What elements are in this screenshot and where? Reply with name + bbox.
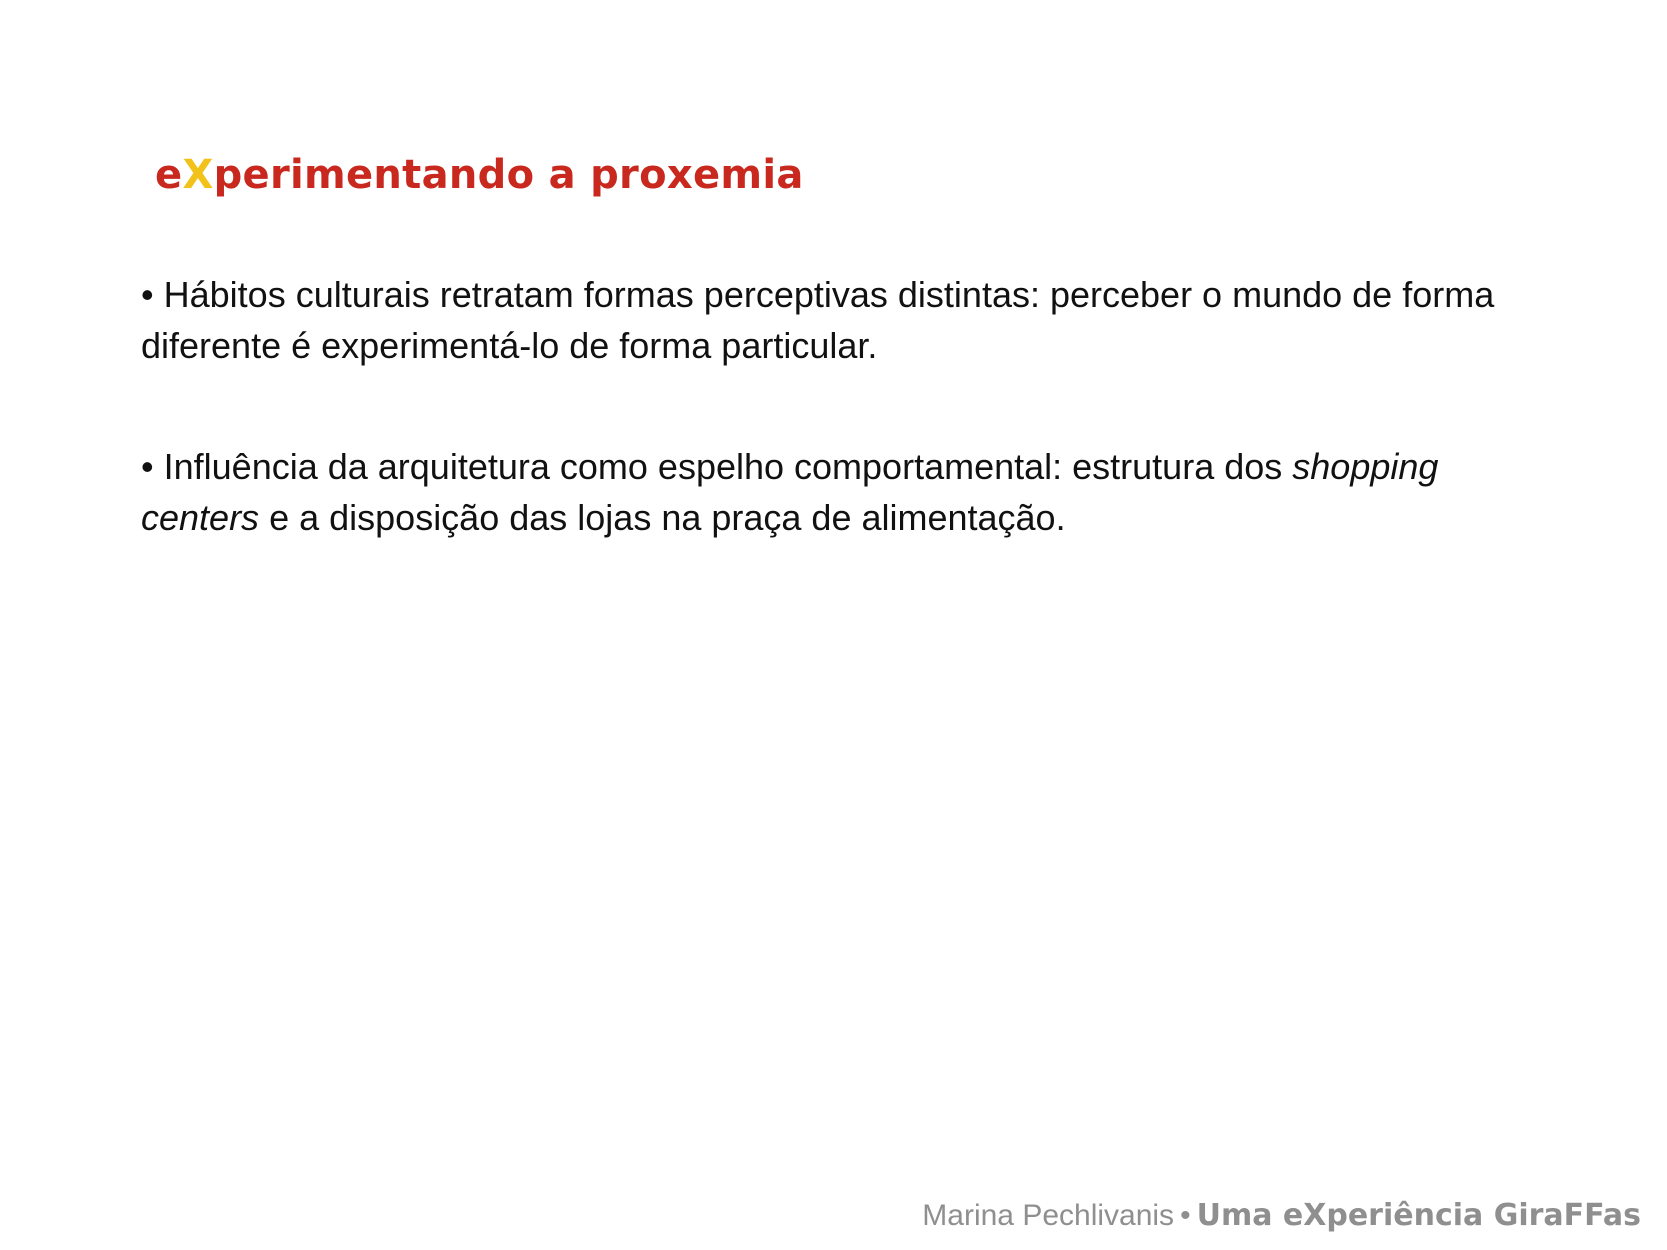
bullet-italic-term: shopping centers: [141, 446, 1439, 538]
title-part-2: perimentando a proxemia: [213, 152, 804, 198]
bullet-text: Hábitos culturais retratam formas perceptivas distintas: perceber o mundo de forma diferente é experimentá-lo de forma particular.: [141, 274, 1495, 366]
bullet-marker: •: [141, 446, 154, 487]
title-part-1: e: [155, 152, 183, 198]
bullet-marker: •: [141, 274, 154, 315]
title-accent-x: X: [182, 152, 214, 198]
footer-author: Marina Pechlivanis: [922, 1199, 1175, 1232]
slide-title: [155, 148, 804, 202]
bullet-list: [141, 269, 1541, 613]
bullet-text: Influência da arquitetura como espelho comportamental: estrutura dos: [163, 446, 1283, 487]
bullet-text-continued: e a disposição das lojas na praça de alimentação.: [269, 497, 1066, 538]
footer: [922, 1196, 1641, 1236]
footer-separator: •: [1180, 1199, 1191, 1232]
bullet-item-1: [141, 269, 1541, 371]
footer-brand: Uma eXperiência GiraFFas: [1196, 1198, 1641, 1233]
bullet-item-2: [141, 441, 1541, 543]
